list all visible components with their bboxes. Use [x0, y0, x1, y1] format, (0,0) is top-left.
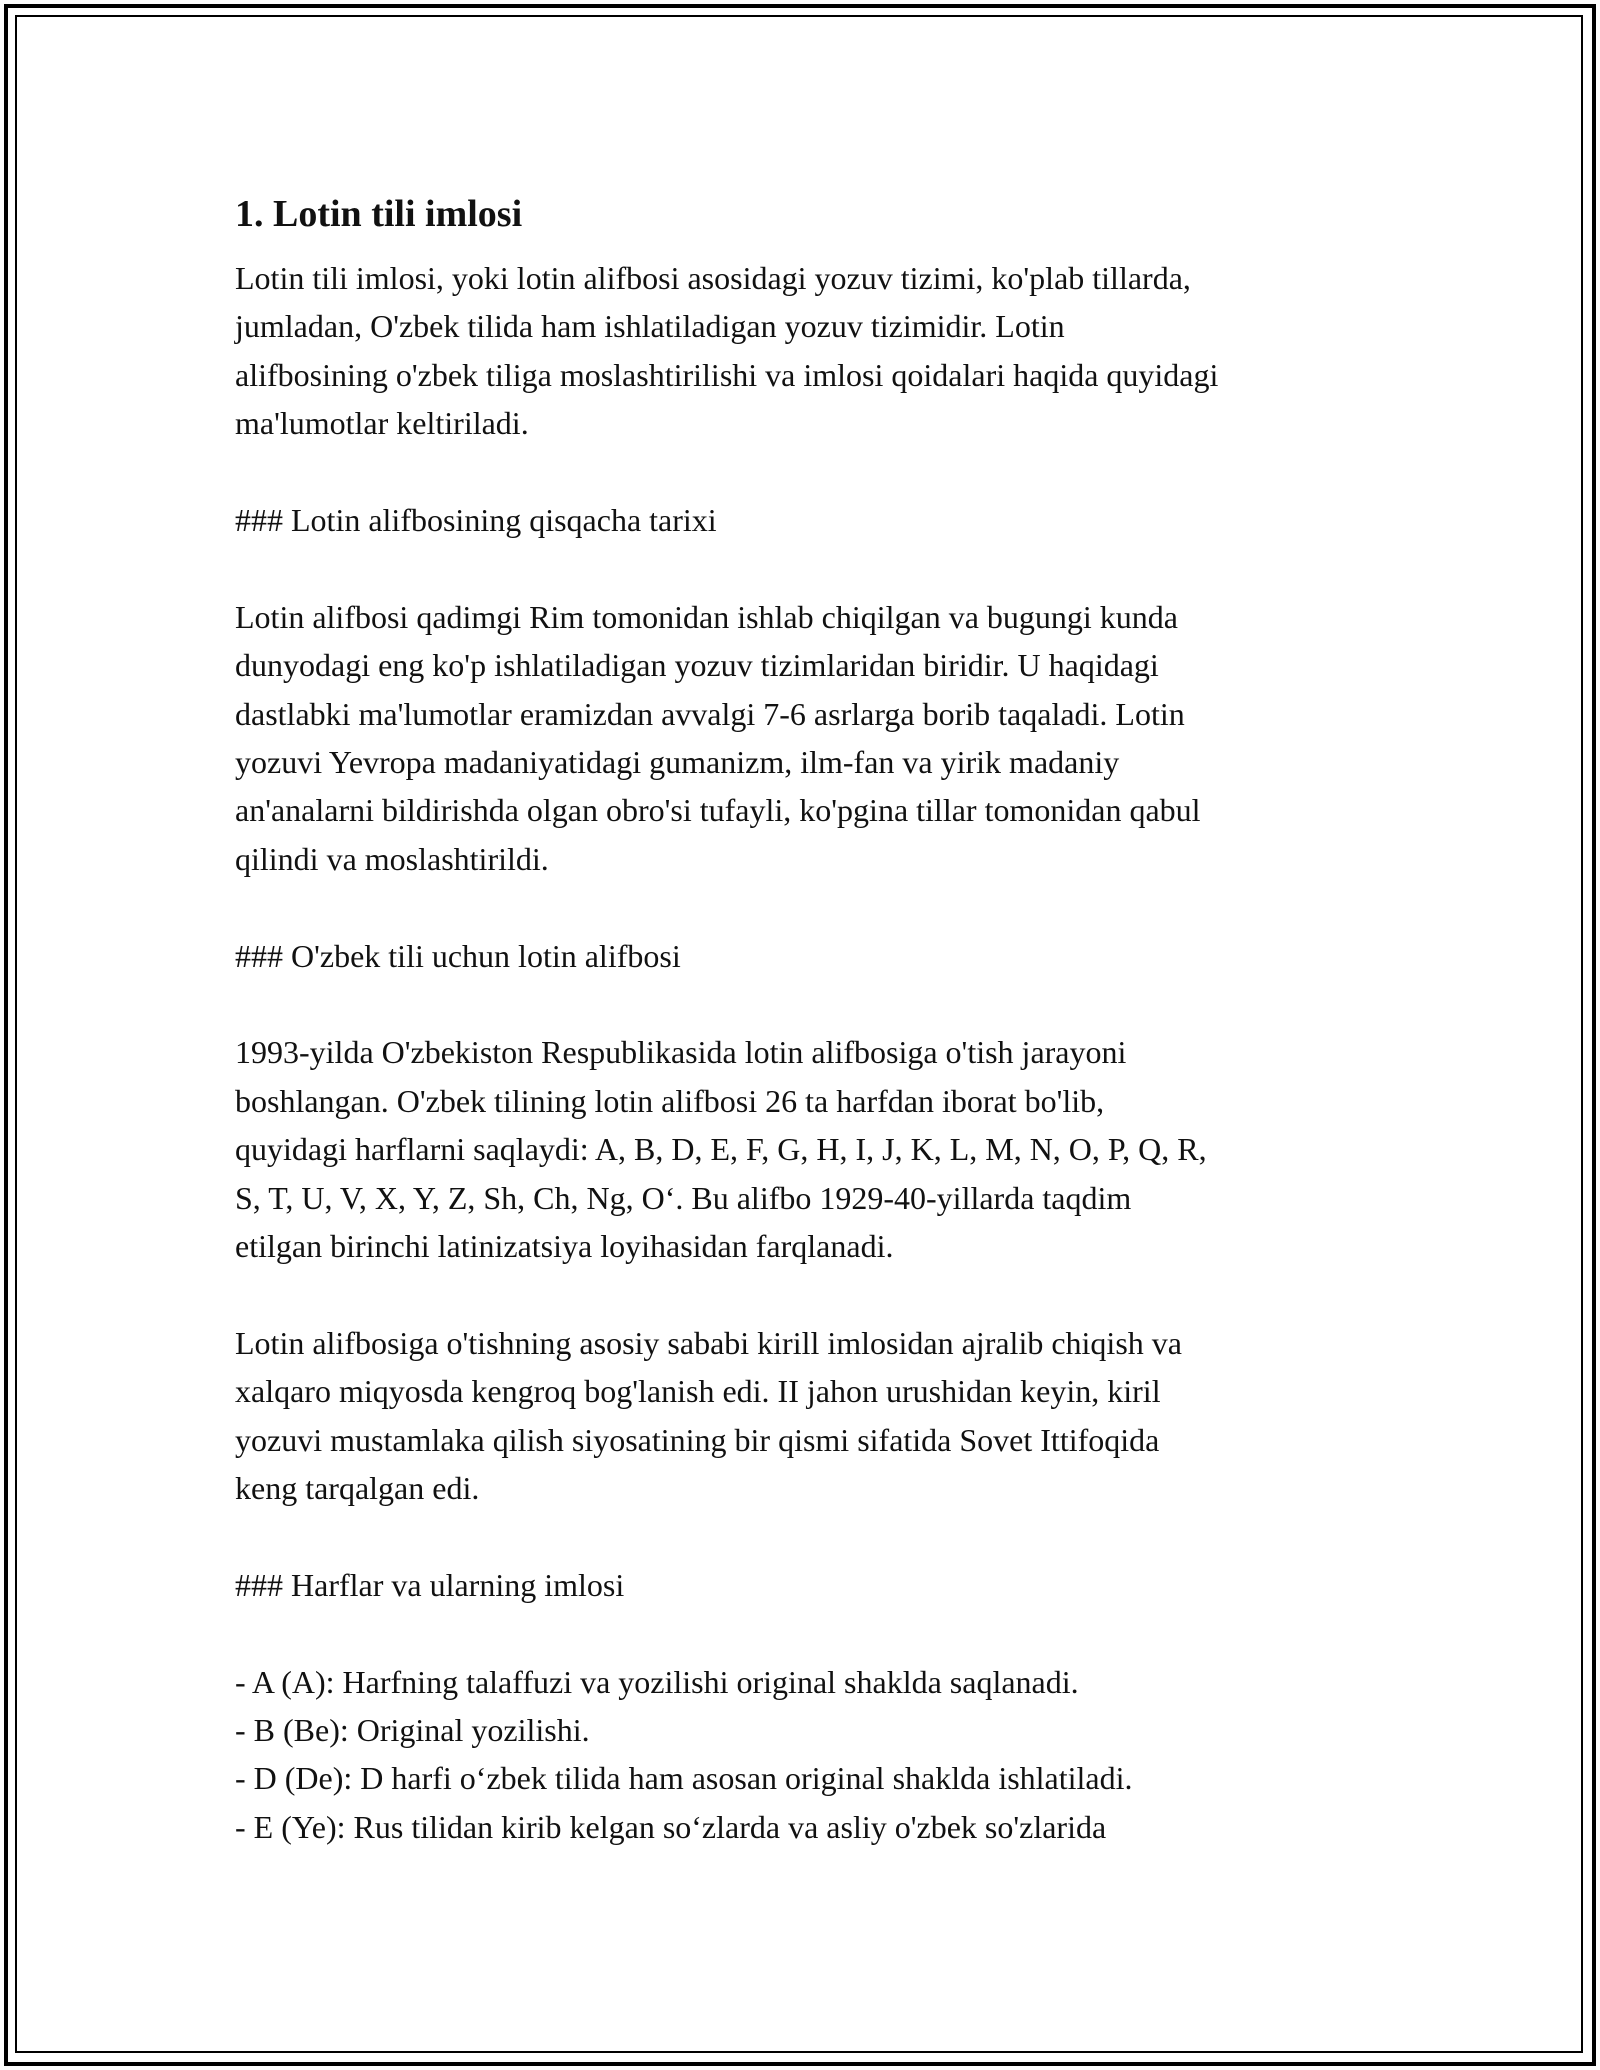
list-item: - E (Ye): Rus tilidan kirib kelgan so‘zlarda va asliy o'zbek so'zlarida: [235, 1808, 1107, 1845]
section-heading-uzbek-alphabet: ### O'zbek tili uchun lotin alifbosi: [235, 937, 681, 974]
list-item: - A (A): Harfning talaffuzi va yozilishi original shaklda saqlanadi.: [235, 1663, 1079, 1700]
letters-list: [235, 1658, 1375, 1852]
list-item: - B (Be): Original yozilishi.: [235, 1712, 590, 1749]
section-heading-history: ### Lotin alifbosining qisqacha tarixi: [235, 502, 717, 539]
list-item: - D (De): D harfi o‘zbek tilida ham asosan original shaklda ishlatiladi.: [235, 1760, 1133, 1797]
uzbek-alphabet-paragraph-1: 1993-yilda O'zbekiston Respublikasida lotin alifbosiga o'tish jarayoni boshlangan. O'zbek tilining lotin alifbosi 26 ta harfdan iborat bo'lib, quyidagi harflarni saqlaydi: A, B, D, E, F, G, H, I, J, K, L, M, N, O, P, Q, R, S, T, U, V, X, Y, Z, Sh, Ch, Ng, O‘. Bu alifbo 1929-40-yillarda taqdim etilgan birinchi latinizatsiya loyihasidan farqlanadi.: [235, 1034, 1207, 1265]
section-heading-letters: ### Harflar va ularning imlosi: [235, 1566, 625, 1603]
intro-paragraph: Lotin tili imlosi, yoki lotin alifbosi asosidagi yozuv tizimi, ko'plab tillarda, jumladan, O'zbek tilida ham ishlatiladigan yozuv tizimidir. Lotin alifbosining o'zbek tiliga moslashtirilishi va imlosi qoidalari haqida quyidagi ma'lumotlar keltiriladi.: [235, 260, 1219, 442]
history-paragraph: Lotin alifbosi qadimgi Rim tomonidan ishlab chiqilgan va bugungi kunda dunyodagi eng ko'p ishlatiladigan yozuv tizimlaridan biridir. U haqidagi dastlabki ma'lumotlar eramizdan avvalgi 7-6 asrlarga borib taqaladi. Lotin yozuvi Yevropa madaniyatidagi gumanizm, ilm-fan va yirik madaniy an'analarni bildirishda olgan obro'si tufayli, ko'pgina tillar tomonidan qabul qilindi va moslashtirildi.: [235, 598, 1201, 877]
document-title: 1. Lotin tili imlosi: [235, 193, 523, 235]
uzbek-alphabet-paragraph-2: Lotin alifbosiga o'tishning asosiy sababi kirill imlosidan ajralib chiqish va xalqaro miqyosda kengroq bog'lanish edi. II jahon urushidan keyin, kiril yozuvi mustamlaka qilish siyosatining bir qismi sifatida Sovet Ittifoqida keng tarqalgan edi.: [235, 1324, 1182, 1507]
document-body: [235, 186, 1375, 1851]
